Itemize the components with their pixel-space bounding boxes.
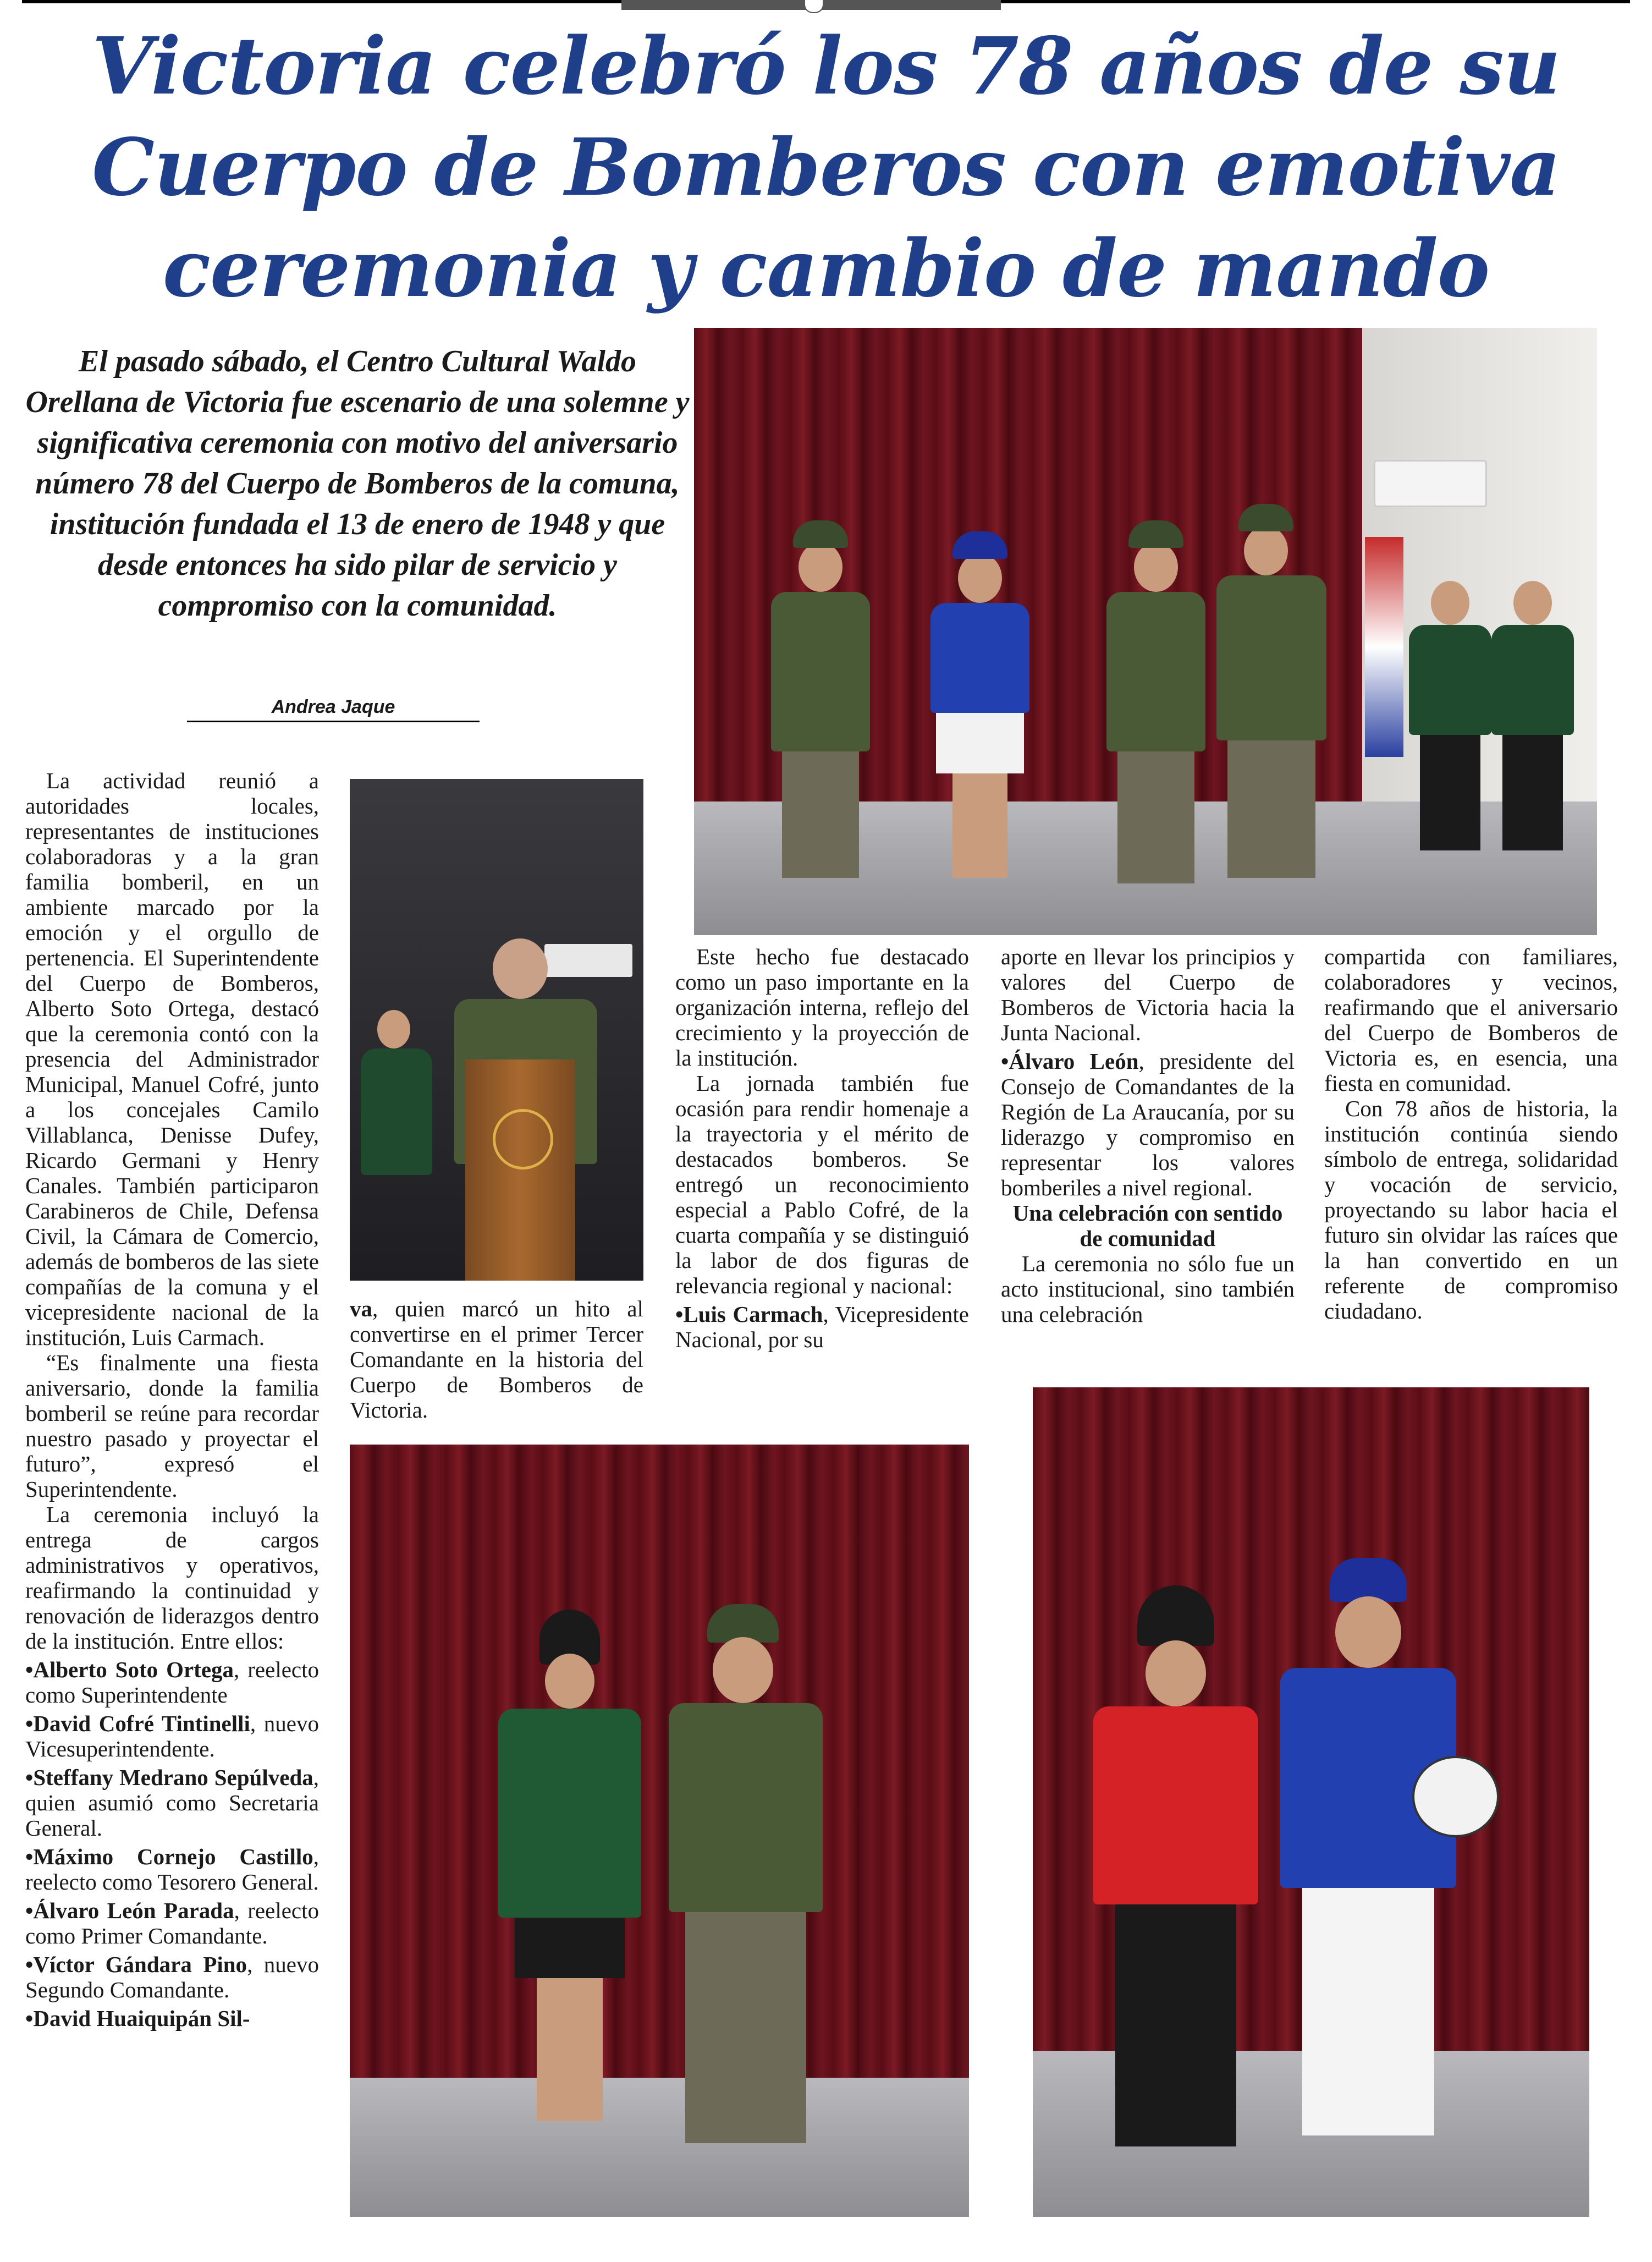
honoree-item: •Álvaro León, presidente del Consejo de Comandantes de la Región de La Araucanía, por su liderazgo y compromiso en representar los valores bomberiles a nivel regional. [1001,1048,1295,1200]
article-column-1 [25,768,319,2031]
photo-podium-speaker [350,779,643,1281]
photo-two-officers [350,1445,969,2217]
paragraph: Con 78 años de historia, la institución continúa siendo símbolo de entrega, solidaridad y vocación de servicio, proyectando su labor hacia el futuro sin olvidar las raíces que la han convertido en un referente de compromiso ciudadano. [1324,1096,1618,1324]
lede-paragraph: El pasado sábado, el Centro Cultural Waldo Orellana de Victoria fue escenario de una solemne y significativa ceremonia con motivo del aniversario número 78 del Cuerpo de Bomberos de la comuna, institución fundada el 13 de enero de 1948 y que desde entonces ha sido pilar de servicio y compromiso con la comunidad. [25,344,690,623]
appointment-item: •David Huaiquipán Sil- [25,2006,250,2031]
white-helmet [1412,1756,1499,1837]
flag [1365,537,1403,757]
photo-stage-group [694,328,1597,935]
paragraph: aporte en llevar los principios y valores del Cuerpo de Bomberos de Victoria hacia la Junta Nacional. [1001,944,1295,1045]
paragraph: La jornada también fue ocasión para rendir homenaje a la trayectoria y el mérito de destacados bomberos. Se entregó un reconocimiento especial a Pablo Cofré, de la cuarta compañía y se distinguió la labor de dos figuras de relevancia regional y nacional: [675,1070,969,1298]
appointment-item: •Víctor Gándara Pino, nuevo Segundo Comandante. [25,1952,319,2002]
air-conditioner [1374,460,1487,507]
appointment-item: •Máximo Cornejo Castillo, reelecto como Tesorero General. [25,1844,319,1895]
paragraph: va, quien marcó un hito al convertirse en el primer Tercer Comandante en la historia del Cuerpo de Bomberos de Victoria. [350,1296,643,1423]
honoree-item: •Luis Carmach, Vicepresidente Nacional, por su [675,1302,969,1352]
curtain-backdrop [350,1445,969,2078]
paragraph: compartida con familiares, colaboradores y vecinos, reafirmando que el aniversario del Cuerpo de Bomberos de Victoria es, en esencia, una fiesta en comunidad. [1324,944,1618,1096]
article-column-2 [350,1296,643,1423]
quote-paragraph: “Es finalmente una fiesta aniversario, donde la familia bomberil se reúne para recordar nuestro pasado y proyectar el futuro”, expresó el Superintendente. [25,1350,319,1502]
article-column-4 [1001,944,1295,1327]
appointment-item: •David Cofré Tintinelli, nuevo Vicesuperintendente. [25,1711,320,1761]
section-subhead: Una celebración con sentido de comunidad [1012,1200,1283,1251]
wooden-podium [465,1059,575,1281]
paragraph: La actividad reunió a autoridades locales, representantes de instituciones colaboradoras y a la gran familia bomberil, en un ambiente marcado por la emoción y el orgullo de pertenencia. El Superintendente del Cuerpo de Bomberos, Alberto Soto Ortega, destacó que la ceremonia contó con la presencia del Administrador Municipal, Manuel Cofré, junto a los concejales Camilo Villablanca, Denisse Dufey, Ricardo Germani y Henry Canales. También participaron Carabineros de Chile, Defensa Civil, la Cámara de Comercio, además de bomberos de las siete compañías de la comuna y el vicepresidente nacional de la institución, Luis Carmach. [25,768,319,1350]
appointment-item: •Alberto Soto Ortega, reelecto como Superintendente [25,1657,319,1708]
air-conditioner [544,944,632,977]
banner-ornament [804,0,824,13]
appointment-item: •Steffany Medrano Sepúlveda, quien asumió como Secretaria General. [25,1765,319,1841]
paragraph: La ceremonia no sólo fue un acto institucional, sino también una celebración [1001,1251,1295,1327]
headline: Victoria celebró los 78 años de su Cuerpo de Bomberos con emotiva ceremonia y cambio de mando [92,20,1560,315]
stage-floor [350,2078,969,2217]
article-column-5 [1324,944,1618,1324]
appointment-item: •Álvaro León Parada, reelecto como Primer Comandante. [25,1898,319,1948]
article-column-3 [675,944,969,1352]
paragraph: Este hecho fue destacado como un paso importante en la organización interna, reflejo del crecimiento y la proyección de la institución. [675,944,969,1070]
photo-historic-uniforms [1033,1387,1589,2217]
byline: Andrea Jaque [187,694,480,722]
paragraph: La ceremonia incluyó la entrega de cargos administrativos y operativos, reafirmando la continuidad y renovación de liderazgos dentro de la institución. Entre ellos: [25,1502,319,1654]
podium-emblem [493,1109,553,1170]
